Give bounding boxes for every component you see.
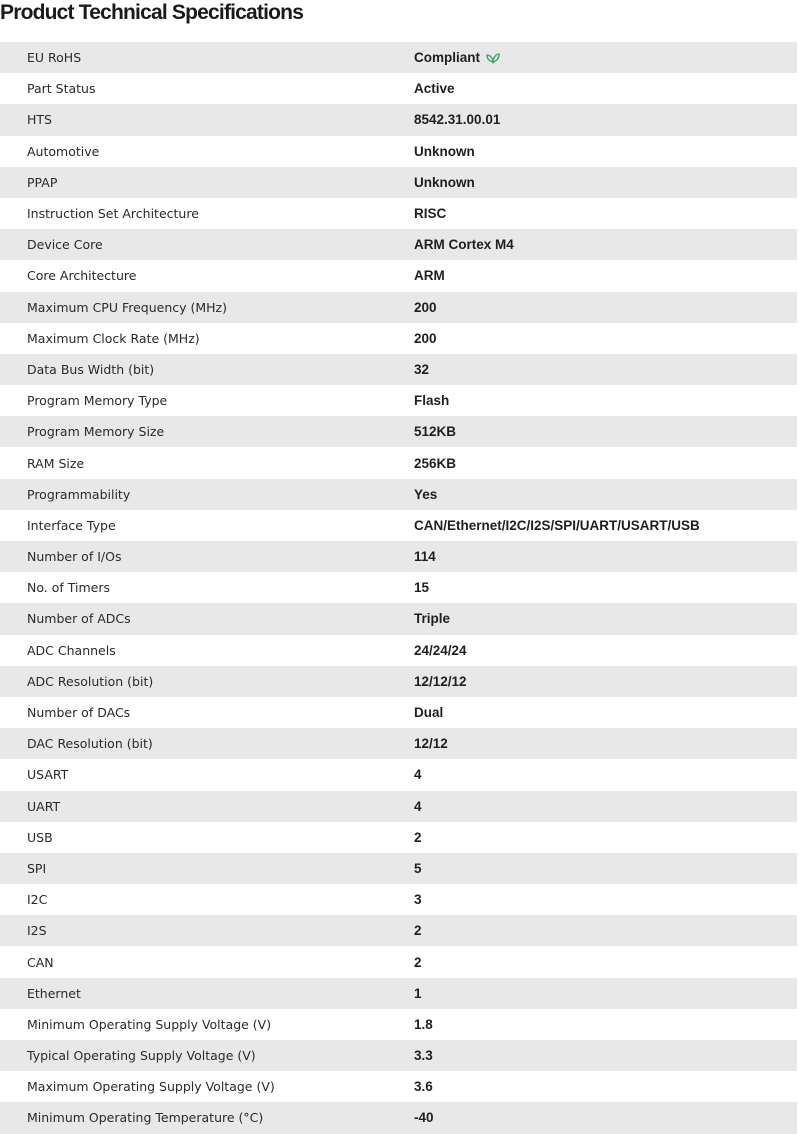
- table-row: [0, 510, 797, 541]
- table-row: [0, 136, 797, 167]
- spec-label: PPAP: [0, 167, 414, 198]
- spec-value-cell: [414, 260, 797, 291]
- spec-label: DAC Resolution (bit): [0, 728, 414, 759]
- spec-value: 1: [414, 985, 422, 1001]
- spec-value: 3: [414, 892, 422, 908]
- spec-label: Program Memory Size: [0, 416, 414, 447]
- spec-value-cell: [414, 1102, 797, 1133]
- spec-value: RISC: [414, 206, 447, 222]
- spec-value-cell: [414, 167, 797, 198]
- table-row: [0, 260, 797, 291]
- table-row: [0, 541, 797, 572]
- spec-value-cell: [414, 635, 797, 666]
- spec-value: 2: [414, 829, 422, 845]
- spec-value: 200: [414, 330, 437, 346]
- table-row: [0, 978, 797, 1009]
- table-row: [0, 884, 797, 915]
- spec-value-cell: [414, 946, 797, 977]
- table-row: [0, 603, 797, 634]
- spec-value-cell: [414, 603, 797, 634]
- spec-label: Automotive: [0, 136, 414, 167]
- spec-value-cell: [414, 323, 797, 354]
- table-row: [0, 354, 797, 385]
- spec-value-cell: [414, 791, 797, 822]
- spec-value-cell: [414, 572, 797, 603]
- spec-value-cell: [414, 1009, 797, 1040]
- spec-value: Active: [414, 81, 455, 97]
- table-row: [0, 1040, 797, 1071]
- table-row: [0, 73, 797, 104]
- spec-value: -40: [414, 1110, 434, 1126]
- spec-value: Unknown: [414, 143, 475, 159]
- spec-label: EU RoHS: [0, 42, 414, 73]
- spec-label: Core Architecture: [0, 260, 414, 291]
- spec-value-cell: [414, 510, 797, 541]
- spec-value: 2: [414, 923, 422, 939]
- table-row: [0, 946, 797, 977]
- spec-value: CAN/Ethernet/I2C/I2S/SPI/UART/USART/USB: [414, 517, 700, 533]
- spec-label: Maximum Operating Supply Voltage (V): [0, 1071, 414, 1102]
- spec-value: Yes: [414, 486, 438, 502]
- spec-label: CAN: [0, 946, 414, 977]
- spec-label: Number of I/Os: [0, 541, 414, 572]
- spec-value-cell: [414, 915, 797, 946]
- table-row: [0, 635, 797, 666]
- spec-value-cell: [414, 136, 797, 167]
- table-row: [0, 42, 797, 73]
- spec-label: Number of ADCs: [0, 603, 414, 634]
- leaf-icon: [486, 52, 500, 64]
- spec-value-cell: [414, 479, 797, 510]
- spec-value: Dual: [414, 705, 444, 721]
- table-row: [0, 728, 797, 759]
- spec-label: UART: [0, 791, 414, 822]
- spec-value: 3.3: [414, 1048, 433, 1064]
- table-row: [0, 666, 797, 697]
- spec-value-cell: [414, 292, 797, 323]
- table-row: [0, 323, 797, 354]
- spec-value-cell: [414, 541, 797, 572]
- spec-value: 2: [414, 954, 422, 970]
- spec-label: USART: [0, 759, 414, 790]
- table-row: [0, 1009, 797, 1040]
- spec-label: Data Bus Width (bit): [0, 354, 414, 385]
- spec-value: 4: [414, 767, 422, 783]
- table-row: [0, 198, 797, 229]
- spec-value-cell: [414, 1071, 797, 1102]
- table-row: [0, 572, 797, 603]
- spec-value-cell: [414, 229, 797, 260]
- spec-label: Minimum Operating Supply Voltage (V): [0, 1009, 414, 1040]
- spec-value: 200: [414, 299, 437, 315]
- spec-label: Typical Operating Supply Voltage (V): [0, 1040, 414, 1071]
- spec-label: I2S: [0, 915, 414, 946]
- spec-value-cell: [414, 447, 797, 478]
- table-row: [0, 416, 797, 447]
- table-row: [0, 853, 797, 884]
- spec-label: Number of DACs: [0, 697, 414, 728]
- table-row: [0, 479, 797, 510]
- spec-label: Instruction Set Architecture: [0, 198, 414, 229]
- spec-label: Minimum Operating Temperature (°C): [0, 1102, 414, 1133]
- spec-value-cell: [414, 1040, 797, 1071]
- spec-value-cell: [414, 73, 797, 104]
- spec-value-cell: [414, 354, 797, 385]
- spec-label: Part Status: [0, 73, 414, 104]
- table-row: [0, 822, 797, 853]
- spec-value: 512KB: [414, 424, 457, 440]
- table-row: [0, 447, 797, 478]
- table-row: [0, 1102, 797, 1133]
- spec-value: ARM: [414, 268, 445, 284]
- spec-label: Device Core: [0, 229, 414, 260]
- spec-value-cell: [414, 104, 797, 135]
- spec-value-cell: [414, 42, 797, 73]
- spec-value: 256KB: [414, 455, 457, 471]
- spec-label: Interface Type: [0, 510, 414, 541]
- table-row: [0, 292, 797, 323]
- spec-table-body: [0, 42, 797, 1134]
- spec-value: Unknown: [414, 174, 475, 190]
- table-row: [0, 385, 797, 416]
- spec-value: 3.6: [414, 1079, 433, 1095]
- spec-label: RAM Size: [0, 447, 414, 478]
- spec-value-cell: [414, 728, 797, 759]
- table-row: [0, 1071, 797, 1102]
- spec-table: [0, 42, 797, 1134]
- spec-value: 32: [414, 361, 430, 377]
- spec-label: I2C: [0, 884, 414, 915]
- table-row: [0, 759, 797, 790]
- spec-value-cell: [414, 884, 797, 915]
- spec-value-cell: [414, 385, 797, 416]
- spec-value-cell: [414, 666, 797, 697]
- spec-value-cell: [414, 697, 797, 728]
- spec-label: USB: [0, 822, 414, 853]
- spec-value: Flash: [414, 393, 450, 409]
- spec-value: 5: [414, 860, 422, 876]
- spec-value: Compliant: [414, 50, 480, 66]
- spec-value: 24/24/24: [414, 642, 467, 658]
- spec-value: ARM Cortex M4: [414, 237, 514, 253]
- spec-value-cell: [414, 978, 797, 1009]
- spec-value: Triple: [414, 611, 451, 627]
- spec-value: 12/12/12: [414, 673, 467, 689]
- spec-label: ADC Resolution (bit): [0, 666, 414, 697]
- spec-label: SPI: [0, 853, 414, 884]
- spec-value-cell: [414, 198, 797, 229]
- spec-value-cell: [414, 822, 797, 853]
- spec-value: 12/12: [414, 736, 448, 752]
- spec-label: No. of Timers: [0, 572, 414, 603]
- spec-label: HTS: [0, 104, 414, 135]
- spec-value-cell: [414, 759, 797, 790]
- spec-value-cell: [414, 853, 797, 884]
- spec-value: 8542.31.00.01: [414, 112, 501, 128]
- spec-label: Program Memory Type: [0, 385, 414, 416]
- spec-label: ADC Channels: [0, 635, 414, 666]
- spec-value: 4: [414, 798, 422, 814]
- table-row: [0, 104, 797, 135]
- spec-label: Ethernet: [0, 978, 414, 1009]
- table-row: [0, 697, 797, 728]
- spec-value: 114: [414, 549, 436, 565]
- spec-label: Maximum Clock Rate (MHz): [0, 323, 414, 354]
- table-row: [0, 229, 797, 260]
- page-title: Product Technical Specifications: [0, 1, 304, 24]
- table-row: [0, 915, 797, 946]
- spec-value: 15: [414, 580, 430, 596]
- spec-value: 1.8: [414, 1016, 433, 1032]
- spec-value-cell: [414, 416, 797, 447]
- spec-label: Programmability: [0, 479, 414, 510]
- table-row: [0, 791, 797, 822]
- spec-label: Maximum CPU Frequency (MHz): [0, 292, 414, 323]
- table-row: [0, 167, 797, 198]
